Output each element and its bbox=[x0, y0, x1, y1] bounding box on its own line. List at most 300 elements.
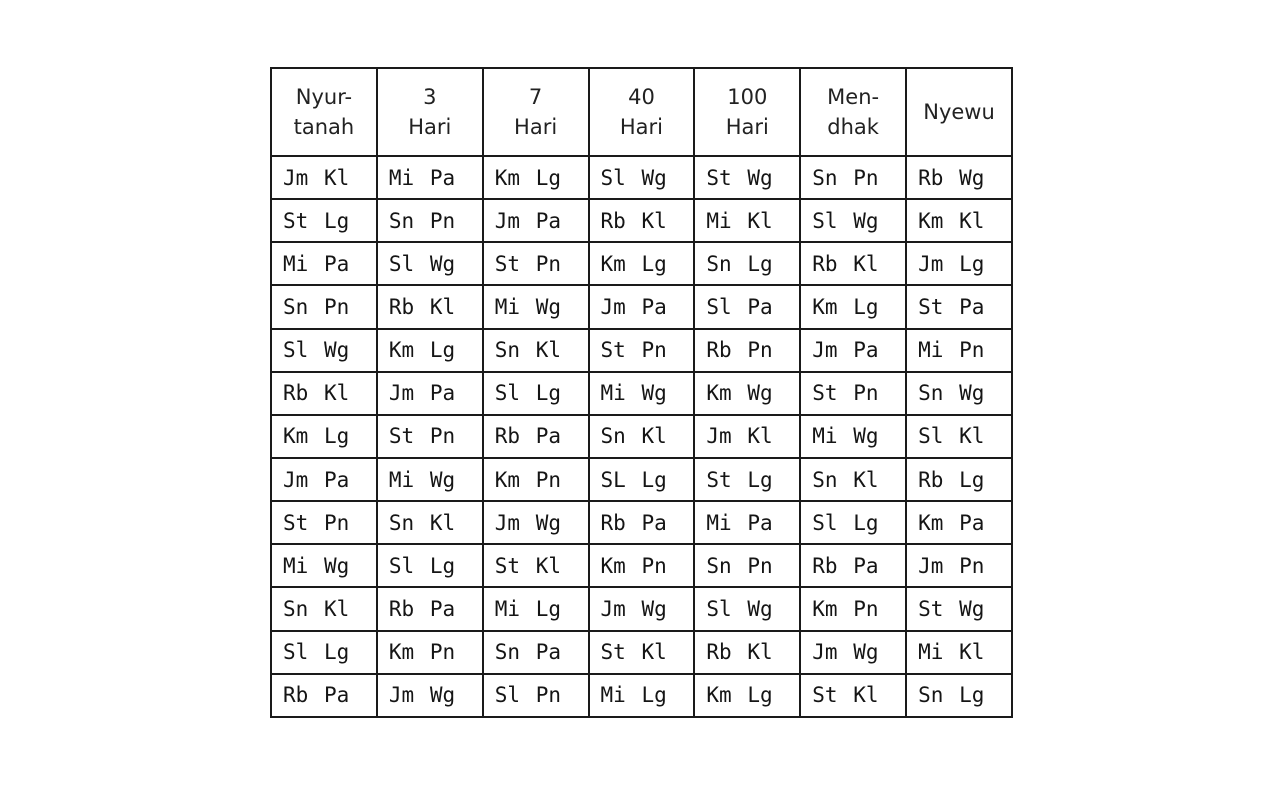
weekday-code: Mi bbox=[706, 208, 732, 233]
table-cell bbox=[800, 674, 906, 717]
weekday-code: Rb bbox=[706, 640, 732, 665]
pasaran-code: Kl bbox=[429, 294, 456, 319]
pasaran-code: Wg bbox=[959, 596, 985, 621]
pasaran-code: Kl bbox=[853, 683, 879, 708]
pasaran-code: Kl bbox=[959, 424, 985, 449]
column-header-line: 7 bbox=[528, 85, 543, 109]
table-cell bbox=[694, 329, 800, 372]
table-row bbox=[271, 242, 1012, 285]
table-cell bbox=[589, 372, 695, 415]
weekday-code: Mi bbox=[706, 510, 732, 535]
table-cell bbox=[906, 285, 1012, 328]
pasaran-code: Lg bbox=[324, 424, 350, 449]
table-cell bbox=[271, 458, 377, 501]
weekday-code: Jm bbox=[388, 683, 415, 708]
table-cell bbox=[483, 631, 589, 674]
pasaran-code: Wg bbox=[641, 165, 667, 190]
column-header bbox=[589, 68, 695, 156]
table-cell bbox=[800, 242, 906, 285]
table-cell bbox=[271, 329, 377, 372]
pasaran-code: Kl bbox=[641, 424, 667, 449]
pasaran-code: Wg bbox=[641, 596, 667, 621]
weekday-code: Sl bbox=[812, 510, 838, 535]
pasaran-code: Wg bbox=[429, 683, 456, 708]
pasaran-code: Lg bbox=[747, 467, 773, 492]
table-cell bbox=[694, 372, 800, 415]
weekday-code: Jm bbox=[494, 208, 520, 233]
weekday-code: Jm bbox=[812, 640, 838, 665]
weekday-code: Rb bbox=[283, 683, 309, 708]
weekday-code: Sl bbox=[283, 640, 309, 665]
weekday-code: Sn bbox=[706, 553, 732, 578]
table-cell bbox=[906, 458, 1012, 501]
table-cell bbox=[271, 587, 377, 630]
table-cell bbox=[589, 415, 695, 458]
table-cell bbox=[906, 329, 1012, 372]
table-row bbox=[271, 674, 1012, 717]
pasaran-code: Kl bbox=[641, 640, 667, 665]
weekday-code: Sn bbox=[388, 510, 415, 535]
column-header bbox=[800, 68, 906, 156]
table-cell bbox=[483, 199, 589, 242]
table-cell bbox=[377, 242, 483, 285]
table-cell bbox=[589, 458, 695, 501]
weekday-code: Rb bbox=[494, 424, 520, 449]
pasaran-code: Wg bbox=[324, 338, 350, 363]
table-cell bbox=[377, 199, 483, 242]
table-cell bbox=[483, 674, 589, 717]
table-cell bbox=[800, 415, 906, 458]
weekday-code: Rb bbox=[600, 208, 626, 233]
weekday-code: Sn bbox=[283, 294, 309, 319]
weekday-code: Km bbox=[812, 294, 838, 319]
table-row bbox=[271, 329, 1012, 372]
pasaran-code: Kl bbox=[959, 208, 985, 233]
weekday-code: Sn bbox=[812, 467, 838, 492]
table-cell bbox=[271, 156, 377, 199]
weekday-code: Sl bbox=[494, 683, 520, 708]
table-cell bbox=[271, 674, 377, 717]
table-cell bbox=[800, 199, 906, 242]
pasaran-code: Lg bbox=[747, 251, 773, 276]
pasaran-code: Wg bbox=[641, 381, 667, 406]
weekday-code: St bbox=[918, 596, 944, 621]
table-cell bbox=[694, 415, 800, 458]
table-cell bbox=[271, 415, 377, 458]
pasaran-code: Pn bbox=[324, 510, 350, 535]
table-cell bbox=[589, 544, 695, 587]
weekday-code: Mi bbox=[600, 683, 626, 708]
table-cell bbox=[377, 501, 483, 544]
pasaran-code: Pn bbox=[324, 294, 350, 319]
pasaran-code: Wg bbox=[853, 640, 879, 665]
table-cell bbox=[377, 415, 483, 458]
pasaran-code: Lg bbox=[959, 683, 985, 708]
table-cell bbox=[906, 199, 1012, 242]
weekday-code: Sn bbox=[918, 381, 944, 406]
column-header bbox=[483, 68, 589, 156]
weekday-code: Km bbox=[388, 338, 415, 363]
pasaran-code: Lg bbox=[641, 683, 667, 708]
pasaran-code: Kl bbox=[324, 596, 350, 621]
table-cell bbox=[483, 544, 589, 587]
pasaran-code: Pa bbox=[959, 294, 985, 319]
table-cell bbox=[906, 501, 1012, 544]
column-header bbox=[271, 68, 377, 156]
pasaran-code: Pa bbox=[959, 510, 985, 535]
weekday-code: Mi bbox=[918, 640, 944, 665]
weekday-code: SL bbox=[600, 467, 626, 492]
pasaran-code: Pn bbox=[429, 208, 456, 233]
weekday-code: Km bbox=[918, 208, 944, 233]
pasaran-code: Pa bbox=[747, 510, 773, 535]
table-cell bbox=[483, 372, 589, 415]
table-cell bbox=[483, 156, 589, 199]
pasaran-code: Kl bbox=[747, 640, 773, 665]
pasaran-code: Wg bbox=[747, 596, 773, 621]
weekday-code: Km bbox=[600, 251, 626, 276]
pasaran-code: Wg bbox=[853, 208, 879, 233]
table-cell bbox=[377, 329, 483, 372]
table-cell bbox=[377, 285, 483, 328]
weekday-code: Jm bbox=[494, 510, 520, 535]
pasaran-code: Pn bbox=[853, 165, 879, 190]
table-cell bbox=[589, 285, 695, 328]
pasaran-code: Kl bbox=[324, 381, 350, 406]
table-cell bbox=[800, 285, 906, 328]
table-cell bbox=[483, 587, 589, 630]
table-cell bbox=[800, 329, 906, 372]
weekday-code: Mi bbox=[812, 424, 838, 449]
weekday-code: Rb bbox=[812, 553, 838, 578]
table-cell bbox=[694, 199, 800, 242]
pasaran-code: Lg bbox=[324, 208, 350, 233]
weekday-code: Km bbox=[388, 640, 415, 665]
weekday-code: Km bbox=[494, 467, 520, 492]
table-cell bbox=[906, 544, 1012, 587]
table-row bbox=[271, 285, 1012, 328]
table-cell bbox=[483, 285, 589, 328]
table-cell bbox=[271, 544, 377, 587]
weekday-code: Sn bbox=[388, 208, 415, 233]
pasaran-code: Kl bbox=[535, 553, 561, 578]
table-cell bbox=[800, 501, 906, 544]
pasaran-code: Lg bbox=[535, 596, 561, 621]
table-cell bbox=[800, 458, 906, 501]
pasaran-code: Pa bbox=[641, 510, 667, 535]
pasaran-code: Pa bbox=[641, 294, 667, 319]
pasaran-code: Kl bbox=[853, 467, 879, 492]
pasaran-code: Kl bbox=[959, 640, 985, 665]
pasaran-code: Pa bbox=[429, 381, 456, 406]
table-cell bbox=[271, 199, 377, 242]
pasaran-code: Kl bbox=[853, 251, 879, 276]
table-cell bbox=[377, 631, 483, 674]
table-cell bbox=[694, 285, 800, 328]
pasaran-code: Lg bbox=[959, 467, 985, 492]
weekday-code: Mi bbox=[600, 381, 626, 406]
weekday-code: Sn bbox=[706, 251, 732, 276]
column-header-line: 40 bbox=[628, 85, 655, 109]
table-cell bbox=[483, 329, 589, 372]
table-cell bbox=[271, 501, 377, 544]
table-row bbox=[271, 587, 1012, 630]
pasaran-code: Wg bbox=[959, 381, 985, 406]
weekday-code: Mi bbox=[918, 338, 944, 363]
weekday-code: St bbox=[706, 467, 732, 492]
pasaran-code: Wg bbox=[747, 381, 773, 406]
table-cell bbox=[589, 501, 695, 544]
pasaran-code: Lg bbox=[747, 683, 773, 708]
weekday-code: Jm bbox=[388, 381, 415, 406]
pasaran-code: Lg bbox=[429, 338, 456, 363]
table-row bbox=[271, 156, 1012, 199]
column-header bbox=[906, 68, 1012, 156]
pasaran-code: Pn bbox=[853, 596, 879, 621]
pasaran-code: Pa bbox=[535, 640, 561, 665]
table-row bbox=[271, 372, 1012, 415]
weekday-code: Km bbox=[283, 424, 309, 449]
weekday-code: Sl bbox=[388, 251, 415, 276]
weekday-code: Sl bbox=[283, 338, 309, 363]
pasaran-code: Lg bbox=[535, 165, 561, 190]
weekday-code: Sl bbox=[706, 596, 732, 621]
weekday-code: Sl bbox=[388, 553, 415, 578]
column-header-line: tanah bbox=[293, 115, 355, 139]
table-cell bbox=[377, 587, 483, 630]
weekday-code: St bbox=[283, 510, 309, 535]
pasaran-code: Lg bbox=[853, 294, 879, 319]
table-cell bbox=[589, 242, 695, 285]
pasaran-code: Pa bbox=[535, 424, 561, 449]
weekday-code: St bbox=[918, 294, 944, 319]
weekday-code: Rb bbox=[283, 381, 309, 406]
table-cell bbox=[271, 631, 377, 674]
weekday-code: Jm bbox=[918, 553, 944, 578]
weekday-code: Mi bbox=[494, 294, 520, 319]
weekday-code: Sl bbox=[600, 165, 626, 190]
pasaran-code: Kl bbox=[429, 510, 456, 535]
weekday-code: Km bbox=[918, 510, 944, 535]
table-cell bbox=[483, 415, 589, 458]
weekday-code: Rb bbox=[388, 294, 415, 319]
pasaran-code: Kl bbox=[747, 424, 773, 449]
pasaran-code: Kl bbox=[747, 208, 773, 233]
weekday-code: Km bbox=[600, 553, 626, 578]
pasaran-code: Pn bbox=[429, 640, 456, 665]
weekday-code: Sn bbox=[600, 424, 626, 449]
table-cell bbox=[906, 156, 1012, 199]
pasaran-code: Lg bbox=[641, 251, 667, 276]
weekday-code: Mi bbox=[283, 251, 309, 276]
column-header-line: Hari bbox=[725, 115, 769, 139]
weekday-code: Sn bbox=[494, 640, 520, 665]
day-schedule-table bbox=[270, 67, 1013, 718]
table-cell bbox=[800, 631, 906, 674]
pasaran-code: Pn bbox=[641, 338, 667, 363]
weekday-code: Km bbox=[706, 381, 732, 406]
weekday-code: Sl bbox=[494, 381, 520, 406]
column-header-line: Nyewu bbox=[923, 100, 995, 124]
weekday-code: Sl bbox=[706, 294, 732, 319]
table-cell bbox=[694, 242, 800, 285]
column-header-line: Hari bbox=[408, 115, 452, 139]
pasaran-code: Pa bbox=[535, 208, 561, 233]
pasaran-code: Pa bbox=[429, 165, 456, 190]
pasaran-code: Lg bbox=[853, 510, 879, 535]
weekday-code: Mi bbox=[494, 596, 520, 621]
column-header bbox=[694, 68, 800, 156]
weekday-code: Sn bbox=[812, 165, 838, 190]
pasaran-code: Wg bbox=[535, 510, 561, 535]
pasaran-code: Pn bbox=[747, 338, 773, 363]
pasaran-code: Pn bbox=[747, 553, 773, 578]
pasaran-code: Pn bbox=[959, 553, 985, 578]
column-header-line: 3 bbox=[423, 85, 437, 109]
table-header bbox=[271, 68, 1012, 156]
table-cell bbox=[906, 415, 1012, 458]
table-cell bbox=[589, 587, 695, 630]
weekday-code: Mi bbox=[388, 467, 415, 492]
weekday-code: Rb bbox=[918, 467, 944, 492]
table-row bbox=[271, 544, 1012, 587]
weekday-code: Sl bbox=[812, 208, 838, 233]
table-cell bbox=[800, 587, 906, 630]
pasaran-code: Pa bbox=[747, 294, 773, 319]
table-cell bbox=[694, 458, 800, 501]
table-cell bbox=[906, 674, 1012, 717]
table-cell bbox=[271, 372, 377, 415]
pasaran-code: Wg bbox=[324, 553, 350, 578]
weekday-code: St bbox=[812, 683, 838, 708]
weekday-code: Rb bbox=[812, 251, 838, 276]
table-cell bbox=[800, 156, 906, 199]
weekday-code: Jm bbox=[283, 467, 309, 492]
pasaran-code: Wg bbox=[429, 467, 456, 492]
header-row bbox=[271, 68, 1012, 156]
weekday-code: Sn bbox=[494, 338, 520, 363]
column-header-line: Men- bbox=[827, 85, 880, 109]
table-cell bbox=[483, 501, 589, 544]
column-header-line: 100 bbox=[727, 85, 768, 109]
weekday-code: St bbox=[600, 338, 626, 363]
table-cell bbox=[271, 242, 377, 285]
pasaran-code: Wg bbox=[429, 251, 456, 276]
weekday-code: St bbox=[283, 208, 309, 233]
table-cell bbox=[906, 242, 1012, 285]
table-cell bbox=[271, 285, 377, 328]
weekday-code: St bbox=[494, 251, 520, 276]
table-cell bbox=[589, 156, 695, 199]
weekday-code: Sl bbox=[918, 424, 944, 449]
table-cell bbox=[906, 372, 1012, 415]
column-header-line: Hari bbox=[514, 115, 558, 139]
weekday-code: Jm bbox=[283, 165, 309, 190]
weekday-code: Km bbox=[494, 165, 520, 190]
table-body bbox=[271, 156, 1012, 717]
pasaran-code: Pa bbox=[429, 596, 456, 621]
table-cell bbox=[906, 587, 1012, 630]
table-cell bbox=[694, 501, 800, 544]
pasaran-code: Lg bbox=[429, 553, 456, 578]
weekday-code: St bbox=[388, 424, 415, 449]
weekday-code: Sn bbox=[918, 683, 944, 708]
pasaran-code: Kl bbox=[641, 208, 667, 233]
pasaran-code: Wg bbox=[959, 165, 985, 190]
pasaran-code: Pa bbox=[324, 251, 350, 276]
weekday-code: St bbox=[494, 553, 520, 578]
pasaran-code: Pa bbox=[853, 338, 879, 363]
table-cell bbox=[377, 674, 483, 717]
weekday-code: Jm bbox=[918, 251, 944, 276]
table-row bbox=[271, 458, 1012, 501]
table-cell bbox=[483, 242, 589, 285]
table-row bbox=[271, 415, 1012, 458]
pasaran-code: Lg bbox=[535, 381, 561, 406]
pasaran-code: Pn bbox=[535, 683, 561, 708]
weekday-code: Km bbox=[812, 596, 838, 621]
table-cell bbox=[694, 674, 800, 717]
pasaran-code: Pn bbox=[853, 381, 879, 406]
pasaran-code: Wg bbox=[535, 294, 561, 319]
table-row bbox=[271, 631, 1012, 674]
pasaran-code: Wg bbox=[747, 165, 773, 190]
weekday-code: Rb bbox=[388, 596, 415, 621]
table-cell bbox=[483, 458, 589, 501]
pasaran-code: Pn bbox=[535, 251, 561, 276]
table-cell bbox=[800, 544, 906, 587]
table-cell bbox=[694, 156, 800, 199]
table-cell bbox=[377, 372, 483, 415]
pasaran-code: Pn bbox=[641, 553, 667, 578]
table-cell bbox=[800, 372, 906, 415]
table-cell bbox=[377, 544, 483, 587]
weekday-code: Km bbox=[706, 683, 732, 708]
weekday-code: St bbox=[600, 640, 626, 665]
pasaran-code: Lg bbox=[324, 640, 350, 665]
weekday-code: Mi bbox=[388, 165, 415, 190]
pasaran-code: Pa bbox=[324, 683, 350, 708]
table-cell bbox=[589, 199, 695, 242]
pasaran-code: Wg bbox=[853, 424, 879, 449]
weekday-code: Jm bbox=[600, 596, 626, 621]
pasaran-code: Pa bbox=[853, 553, 879, 578]
pasaran-code: Lg bbox=[641, 467, 667, 492]
table-row bbox=[271, 199, 1012, 242]
pasaran-code: Pa bbox=[324, 467, 350, 492]
pasaran-code: Pn bbox=[429, 424, 456, 449]
pasaran-code: Kl bbox=[324, 165, 350, 190]
table-cell bbox=[694, 587, 800, 630]
table-cell bbox=[694, 631, 800, 674]
pasaran-code: Pn bbox=[959, 338, 985, 363]
table-row bbox=[271, 501, 1012, 544]
pasaran-code: Pn bbox=[535, 467, 561, 492]
weekday-code: St bbox=[706, 165, 732, 190]
table-cell bbox=[906, 631, 1012, 674]
weekday-code: Jm bbox=[812, 338, 838, 363]
weekday-code: Sn bbox=[283, 596, 309, 621]
weekday-code: Jm bbox=[600, 294, 626, 319]
table-cell bbox=[589, 631, 695, 674]
weekday-code: Rb bbox=[706, 338, 732, 363]
column-header bbox=[377, 68, 483, 156]
weekday-code: Rb bbox=[600, 510, 626, 535]
table-cell bbox=[694, 544, 800, 587]
table-cell bbox=[589, 674, 695, 717]
weekday-code: Mi bbox=[283, 553, 309, 578]
weekday-code: Jm bbox=[706, 424, 732, 449]
